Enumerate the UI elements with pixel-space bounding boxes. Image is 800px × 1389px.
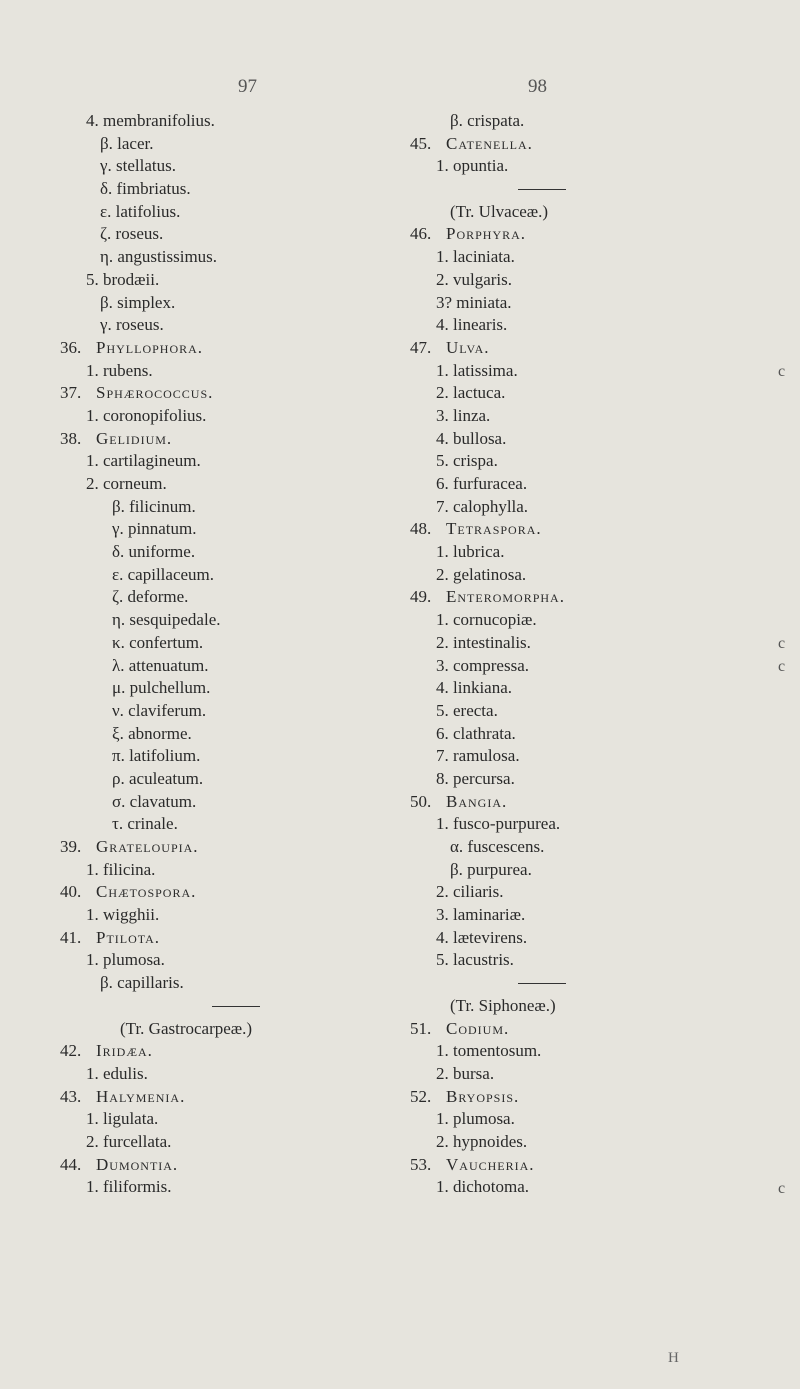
genus-number: 51. (410, 1018, 432, 1038)
variety-entry: ζ. roseus. (100, 224, 164, 244)
species-entry: 1. plumosa. (86, 950, 165, 970)
right-column (410, 110, 740, 1199)
genus-number: 53. (410, 1154, 432, 1174)
genus-heading (410, 791, 740, 814)
species-entry: 2. gelatinosa. (436, 564, 527, 584)
margin-mark: c (778, 657, 786, 675)
genus-number: 36. (60, 337, 82, 357)
species-entry: 2. intestinalis. (436, 632, 531, 652)
genus-number: 49. (410, 587, 432, 607)
variety-entry: α. fuscescens. (450, 837, 545, 856)
margin-mark: c (778, 635, 786, 653)
species-entry: 2. bursa. (436, 1063, 495, 1083)
species-entry: 1. fusco-purpurea. (436, 814, 561, 834)
variety-entry: ξ. abnorme. (112, 723, 192, 743)
genus-number: 39. (60, 837, 82, 856)
species-entry: 3. linza. (436, 405, 491, 425)
page-number-right: 98 (528, 76, 547, 97)
species-entry: 2. hypnoides. (436, 1131, 528, 1151)
variety-entry: κ. confertum. (112, 632, 204, 652)
genus-number: 41. (60, 927, 82, 947)
genus-name: Iridæa. (96, 1041, 153, 1061)
genus-heading (60, 382, 360, 405)
genus-name: Bangia. (446, 791, 508, 811)
variety-entry: μ. pulchellum. (112, 678, 211, 698)
divider-line (518, 189, 566, 190)
genus-heading (60, 1086, 360, 1109)
tribe-heading: (Tr. Siphoneæ.) (450, 995, 556, 1015)
genus-heading (60, 836, 360, 859)
species-entry: 4. lætevirens. (436, 927, 528, 947)
species-entry: 2. corneum. (86, 474, 167, 493)
variety-entry: ζ. deforme. (112, 587, 189, 607)
genus-name: Phyllophora. (96, 337, 204, 357)
genus-name: Porphyra. (446, 224, 527, 244)
species-entry: 1. tomentosum. (436, 1041, 542, 1061)
variety-entry: π. latifolium. (112, 746, 201, 766)
genus-number: 52. (410, 1086, 432, 1106)
genus-name: Dumontia. (96, 1154, 179, 1174)
species-entry: 1. filiformis. (86, 1177, 172, 1197)
genus-name: Vaucheria. (446, 1154, 535, 1174)
genus-heading (410, 1154, 740, 1177)
variety-entry: γ. roseus. (100, 315, 164, 335)
margin-mark: c (778, 362, 786, 380)
species-entry: 1. laciniata. (436, 247, 515, 267)
variety-entry: λ. attenuatum. (112, 655, 209, 675)
species-entry: 3? miniata. (436, 292, 512, 312)
genus-number: 47. (410, 337, 432, 357)
genus-number: 50. (410, 791, 432, 811)
variety-entry: γ. pinnatum. (112, 519, 197, 539)
section-divider (410, 972, 740, 995)
variety-entry: η. sesquipedale. (112, 610, 221, 630)
variety-entry: γ. stellatus. (100, 156, 176, 176)
genus-heading (410, 518, 740, 541)
page-number-left: 97 (238, 76, 257, 97)
species-entry: 5. lacustris. (436, 950, 514, 970)
printer-signature: H (668, 1350, 679, 1366)
variety-entry: σ. clavatum. (112, 791, 197, 811)
species-entry: 3. laminariæ. (436, 905, 526, 925)
genus-number: 46. (410, 224, 432, 244)
genus-number: 38. (60, 428, 82, 448)
variety-entry: β. purpurea. (450, 859, 532, 879)
genus-name: Ptilota. (96, 927, 161, 947)
variety-entry: β. capillaris. (100, 973, 184, 993)
genus-number: 37. (60, 383, 82, 403)
variety-entry: β. lacer. (100, 133, 154, 153)
genus-heading (60, 428, 360, 451)
genus-name: Bryopsis. (446, 1086, 520, 1106)
variety-entry: β. simplex. (100, 292, 176, 312)
species-entry: 2. ciliaris. (436, 882, 504, 902)
species-entry: 2. vulgaris. (436, 269, 513, 289)
genus-name: Codium. (446, 1018, 510, 1038)
species-entry: 1. filicina. (86, 859, 156, 879)
species-entry: 3. compressa. (436, 655, 530, 675)
species-entry: 1. opuntia. (436, 156, 509, 176)
section-divider (410, 178, 740, 201)
species-entry: 8. percursa. (436, 768, 515, 788)
genus-heading (410, 337, 740, 360)
variety-entry: ε. capillaceum. (112, 564, 215, 584)
divider-line (212, 1006, 260, 1007)
genus-name: Ulva. (446, 337, 490, 357)
species-entry: 1. wigghii. (86, 905, 160, 925)
genus-name: Sphærococcus. (96, 383, 214, 403)
genus-heading (410, 586, 740, 609)
species-entry: 1. cartilagineum. (86, 451, 201, 471)
genus-heading (410, 1018, 740, 1041)
species-entry: 1. coronopifolius. (86, 405, 207, 425)
variety-entry: ρ. aculeatum. (112, 768, 204, 788)
genus-number: 48. (410, 519, 432, 539)
variety-entry: β. filicinum. (112, 496, 196, 516)
section-divider (60, 995, 360, 1018)
variety-entry: τ. crinale. (112, 814, 178, 834)
margin-mark: c (778, 1179, 786, 1197)
genus-number: 40. (60, 882, 82, 902)
species-entry: 5. erecta. (436, 700, 498, 720)
genus-name: Gelidium. (96, 428, 173, 448)
variety-entry: β. crispata. (450, 111, 525, 130)
genus-heading (60, 1154, 360, 1177)
genus-heading (410, 223, 740, 246)
genus-heading (410, 133, 740, 156)
species-entry: 1. plumosa. (436, 1109, 515, 1129)
variety-entry: ν. claviferum. (112, 700, 207, 720)
species-entry: 2. lactuca. (436, 383, 506, 403)
variety-entry: η. angustissimus. (100, 247, 218, 267)
genus-number: 44. (60, 1154, 82, 1174)
species-entry: 1. edulis. (86, 1063, 148, 1083)
species-entry: 4. bullosa. (436, 428, 507, 448)
variety-entry: δ. uniforme. (112, 542, 196, 562)
genus-heading (60, 337, 360, 360)
genus-heading (410, 1086, 740, 1109)
variety-entry: δ. fimbriatus. (100, 179, 191, 199)
species-entry: 1. lubrica. (436, 542, 505, 562)
genus-number: 43. (60, 1086, 82, 1106)
species-entry: 5. crispa. (436, 451, 498, 471)
species-entry: 4. membranifolius. (86, 111, 215, 130)
species-entry: 7. ramulosa. (436, 746, 520, 766)
genus-name: Grateloupia. (96, 837, 199, 856)
species-entry: 6. clathrata. (436, 723, 516, 743)
genus-number: 45. (410, 133, 432, 153)
genus-number: 42. (60, 1041, 82, 1061)
species-entry: 5. brodæii. (86, 269, 160, 289)
genus-heading (60, 881, 360, 904)
species-entry: 1. cornucopiæ. (436, 610, 537, 630)
genus-name: Tetraspora. (446, 519, 542, 539)
species-entry: 1. latissima. (436, 360, 518, 380)
variety-entry: ε. latifolius. (100, 201, 181, 221)
tribe-heading: (Tr. Gastrocarpeæ.) (120, 1018, 253, 1038)
divider-line (518, 983, 566, 984)
species-entry: 1. dichotoma. (436, 1177, 530, 1197)
tribe-heading: (Tr. Ulvaceæ.) (450, 201, 549, 221)
genus-name: Enteromorpha. (446, 587, 565, 607)
genus-heading (60, 927, 360, 950)
genus-name: Halymenia. (96, 1086, 186, 1106)
species-entry: 4. linkiana. (436, 678, 513, 698)
species-entry: 4. linearis. (436, 315, 508, 335)
left-column (60, 110, 360, 1199)
genus-name: Catenella. (446, 133, 533, 153)
species-entry: 1. ligulata. (86, 1109, 159, 1129)
genus-heading (60, 1040, 360, 1063)
species-entry: 6. furfuracea. (436, 474, 528, 493)
species-entry: 2. furcellata. (86, 1131, 172, 1151)
species-entry: 7. calophylla. (436, 496, 529, 516)
genus-name: Chætospora. (96, 882, 197, 902)
species-entry: 1. rubens. (86, 360, 153, 380)
